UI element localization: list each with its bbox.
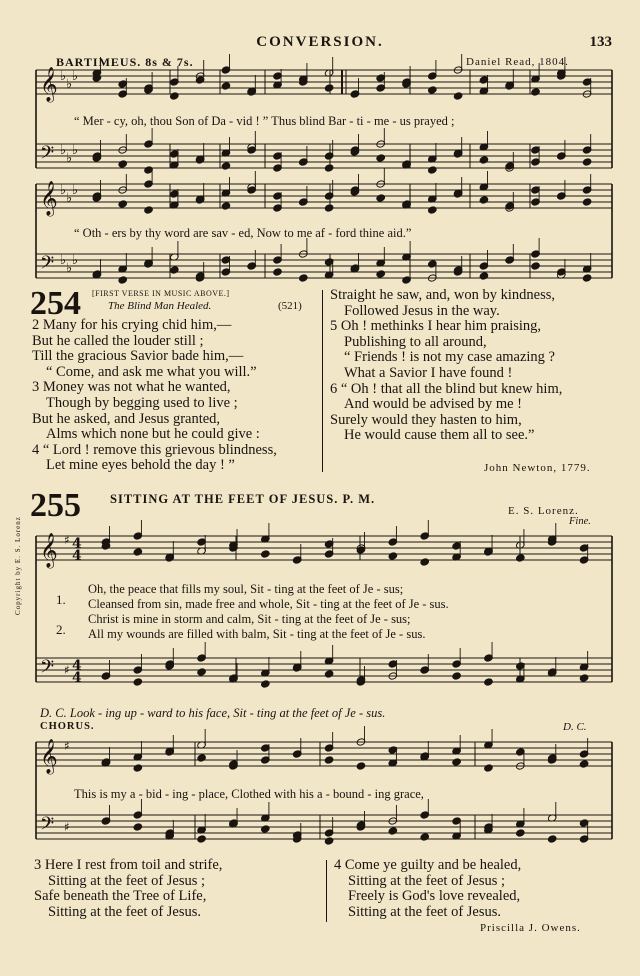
note-head	[484, 764, 494, 772]
verse-line: Sitting at the feet of Jesus.	[48, 903, 202, 920]
bass-clef: 𝄢	[40, 253, 55, 278]
note-head	[324, 670, 334, 678]
note-head	[197, 668, 207, 676]
fine-marking: Fine.	[569, 516, 591, 527]
note-head	[197, 835, 207, 843]
note-head	[292, 556, 302, 564]
verse-line: Sitting at the feet of Jesus ;	[348, 872, 506, 889]
hymn-254-note: [FIRST VERSE IN MUSIC ABOVE.]	[92, 289, 230, 298]
copyright-side-note: Copyright by E. S. Lorenz	[14, 516, 22, 615]
verse-line: What a Savior I have found !	[344, 364, 513, 381]
note-head	[420, 833, 430, 841]
verse-line: “ Friends ! is not my case amazing ?	[344, 349, 555, 366]
bass-clef: 𝄢	[40, 657, 55, 682]
key-signature: ♭	[60, 253, 67, 268]
note-head	[133, 678, 143, 686]
key-signature: ♭	[66, 261, 73, 276]
verse-line: 3 Money was not what he wanted,	[32, 379, 231, 396]
tune-composer: Daniel Read, 1804.	[466, 56, 569, 68]
verse-line: Till the gracious Savior bade him,—	[32, 348, 244, 365]
hymn-255-composer: E. S. Lorenz.	[508, 505, 579, 517]
note-head	[420, 558, 430, 566]
note-head	[356, 762, 366, 770]
verse-2-line-a: Christ is mine in storm and calm, Sit - ting at the feet of Je - sus;	[88, 612, 411, 626]
note-head	[579, 674, 589, 682]
note-head	[547, 835, 557, 843]
verse-line: 4 Come ye guilty and be healed,	[334, 857, 522, 873]
verse-line: But he asked, and Jesus granted,	[32, 410, 221, 427]
key-signature: ♭	[72, 69, 79, 84]
key-signature: ♭	[66, 191, 73, 206]
note-head	[261, 680, 271, 688]
note-head	[324, 837, 334, 845]
note-head	[452, 672, 462, 680]
page-header-title: CONVERSION.	[256, 34, 384, 50]
treble-clef: 𝄞	[40, 67, 58, 102]
treble-clef: 𝄞	[40, 739, 58, 774]
time-signature: 4	[72, 670, 82, 686]
verse-line: Freely is God's love revealed,	[348, 888, 521, 905]
verse-line: But he called the louder still ;	[32, 332, 204, 349]
note-head	[484, 678, 494, 686]
note-head	[324, 756, 334, 764]
note-head	[452, 758, 462, 766]
verse-line: He would cause them all to see.”	[344, 427, 535, 444]
verse-line: Followed Jesus in the way.	[344, 302, 500, 319]
dc-lyric-line: D. C. Look - ing up - ward to his face, Sit - ting at the feet of Je - sus.	[40, 706, 386, 720]
note-head	[197, 754, 207, 762]
note-head	[420, 666, 430, 674]
chorus-label: CHORUS.	[40, 721, 95, 732]
key-signature: ♯	[64, 739, 70, 753]
key-signature: ♯	[64, 663, 70, 677]
chorus-lyric-line: This is my a - bid - ing - place, Clothed with his a - bound - ing grace,	[74, 787, 424, 801]
treble-clef: 𝄞	[40, 181, 58, 216]
verse-line: Safe beneath the Tree of Life,	[34, 888, 207, 905]
time-signature: 4	[72, 536, 82, 552]
verse-line: Let mine eyes behold the day ! ”	[46, 457, 235, 474]
hymn-255-right-verses	[334, 858, 521, 920]
verse-number-2: 2.	[56, 622, 66, 637]
verse-1-line-b: Cleansed from sin, made free and whole, Sit - ting at the feet of Je - sus.	[88, 597, 449, 611]
treble-clef: 𝄞	[40, 533, 58, 568]
hymn-254-author: John Newton, 1779.	[484, 462, 591, 474]
key-signature: ♭	[66, 77, 73, 92]
note-head	[516, 829, 526, 837]
verse-line: And would be advised by me !	[344, 396, 522, 413]
key-signature: ♭	[66, 151, 73, 166]
hymn-number-255: 255	[30, 487, 81, 524]
verse-2-line-b: All my wounds are filled with balm, Sit - ting at the feet of Je - sus.	[88, 627, 426, 641]
verse-1-line-a: Oh, the peace that fills my soul, Sit - ting at the feet of Je - sus;	[88, 582, 404, 596]
note-head	[133, 764, 143, 772]
verse-line: Publishing to all around,	[344, 333, 487, 350]
bass-clef: 𝄢	[40, 814, 55, 839]
verse-line: Surely would they hasten to him,	[330, 411, 522, 428]
key-signature: ♯	[64, 533, 70, 547]
key-signature: ♭	[60, 69, 67, 84]
verse-number-1: 1.	[56, 592, 66, 607]
key-signature: ♭	[60, 143, 67, 158]
note-head	[579, 760, 589, 768]
hymn-254-ref: (521)	[278, 300, 302, 312]
key-signature: ♭	[72, 183, 79, 198]
note-head	[261, 825, 271, 833]
key-signature: ♭	[60, 183, 67, 198]
dc-label: D. C.	[563, 721, 587, 733]
column-divider-2	[326, 860, 327, 922]
note-head	[133, 823, 143, 831]
key-signature: ♯	[64, 820, 70, 834]
verse-line: 4 “ Lord ! remove this grievous blindness,	[32, 441, 277, 458]
note-head	[292, 750, 302, 758]
tune-lyric-line-2: “ Oth - ers by thy word are sav - ed, Now to me af - ford thine aid.”	[74, 226, 412, 240]
verse-line: 3 Here I rest from toil and strife,	[34, 857, 223, 873]
hymn-254-subtitle: The Blind Man Healed.	[108, 300, 212, 312]
note-head	[261, 550, 271, 558]
verse-line: Sitting at the feet of Jesus.	[348, 903, 502, 920]
time-signature: 4	[72, 658, 82, 674]
verse-line: 2 Many for his crying chid him,—	[32, 317, 232, 333]
verse-line: 5 Oh ! methinks I hear him praising,	[330, 318, 542, 335]
note-head	[516, 554, 526, 562]
key-signature: ♭	[72, 253, 79, 268]
bass-clef: 𝄢	[40, 143, 55, 168]
verse-line: Straight he saw, and, won by kindness,	[330, 287, 555, 303]
page-number: 133	[589, 34, 612, 50]
key-signature: ♭	[72, 143, 79, 158]
verse-line: Though by begging used to live ;	[46, 394, 238, 411]
verse-line: Sitting at the feet of Jesus ;	[48, 872, 206, 889]
note-head	[133, 548, 143, 556]
note-head	[388, 552, 398, 560]
hymn-number-254: 254	[30, 285, 81, 322]
note-head	[388, 827, 398, 835]
note-head	[101, 672, 111, 680]
verse-line: 6 “ Oh ! that all the blind but knew him,	[330, 380, 563, 397]
tune-name: BARTIMEUS. 8s & 7s.	[56, 55, 194, 69]
verse-line: Alms which none but he could give :	[46, 426, 260, 443]
note-head	[101, 817, 111, 825]
hymn-255-left-verses	[34, 858, 222, 920]
verse-line: “ Come, and ask me what you will.”	[46, 363, 257, 380]
hymn-255-title: SITTING AT THE FEET OF JESUS. P. M.	[110, 492, 376, 506]
hymn-255-author: Priscilla J. Owens.	[480, 922, 581, 934]
time-signature: 4	[72, 548, 82, 564]
tune-lyric-line-1: “ Mer - cy, oh, thou Son of Da - vid ! ” Thus blind Bar - ti - me - us prayed ;	[74, 114, 455, 128]
